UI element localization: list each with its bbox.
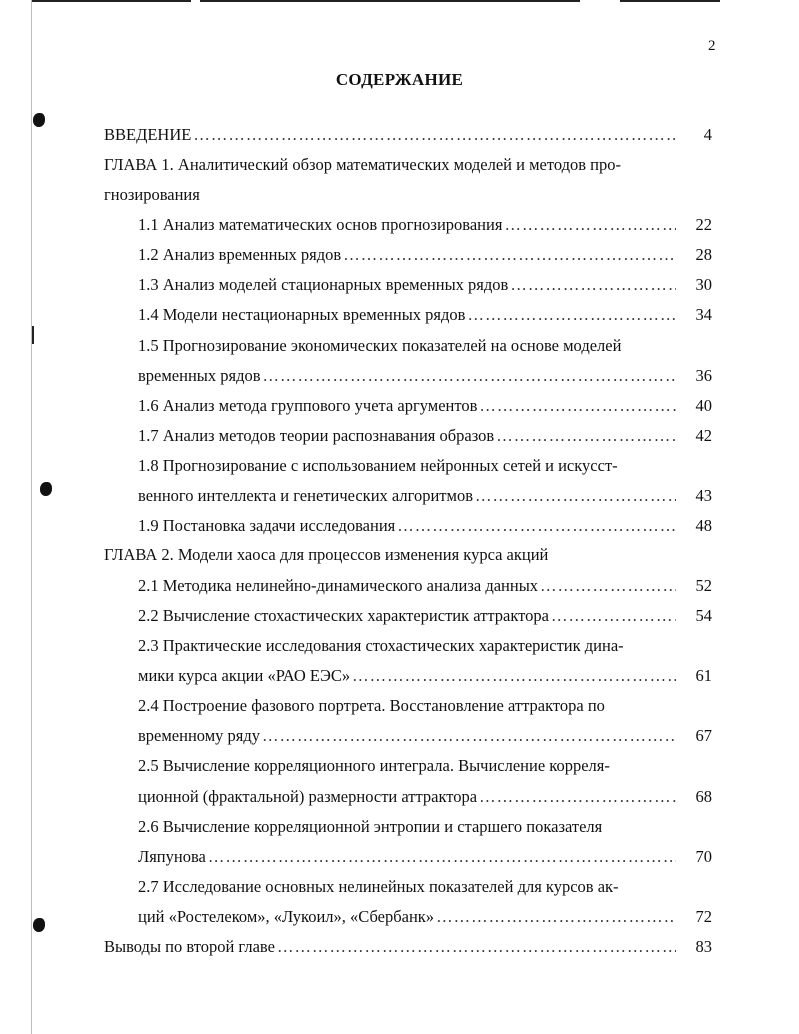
toc-entry-title: мики курса акции «РАО ЕЭС» [138,666,351,685]
toc-page-number: 43 [695,486,712,505]
toc-entry-2-4-line1: 2.4 Построение фазового портрета. Восстановление аттрактора по [138,696,605,715]
leader-dots [343,245,676,265]
toc-entry-title: 2.2 Вычисление стохастических характеристик аттрактора [138,606,549,625]
leader-dots [208,847,676,867]
toc-chapter-2-heading: ГЛАВА 2. Модели хаоса для процессов изменения курса акций [104,545,549,564]
toc-entry-1-6 [138,396,712,416]
toc-entry-1-7 [138,426,712,446]
toc-entry-1-8-line1: 1.8 Прогнозирование с использованием нейронных сетей и искусст- [138,456,618,475]
toc-page-number: 61 [695,666,712,685]
punch-hole-mark [33,918,45,932]
toc-entry-title: 1.3 Анализ моделей стационарных временных рядов [138,275,509,294]
toc-entry-2-4 [138,726,712,746]
leader-dots [479,396,676,416]
toc-entry-2-2 [138,606,712,626]
leader-dots [436,907,676,927]
leader-dots [496,426,676,446]
toc-page-number: 4 [703,125,712,144]
leader-dots [277,937,676,957]
toc-entry-2-5-line1: 2.5 Вычисление корреляционного интеграла. Вычисление корреля- [138,756,610,775]
leader-dots [479,787,676,807]
scan-edge-top [620,0,720,2]
leader-dots [263,366,676,386]
leader-dots [540,576,676,596]
toc-page-number: 28 [695,245,712,264]
toc-entry-title: Выводы по второй главе [104,937,275,956]
punch-hole-mark [40,482,52,496]
toc-entry-title: 1.4 Модели нестационарных временных рядов [138,305,466,324]
toc-chapter-1-heading: ГЛАВА 1. Аналитический обзор математических моделей и методов про- [104,155,622,174]
toc-entry-title: временных рядов [138,366,261,385]
toc-entry-title: ций «Ростелеком», «Лукоил», «Сбербанк» [138,907,435,926]
leader-dots [467,305,676,325]
scan-edge-top [31,0,191,2]
leader-dots [193,125,676,145]
toc-entry-2-6 [138,847,712,867]
toc-entry-2-3-line1: 2.3 Практические исследования стохастических характеристик дина- [138,636,624,655]
toc-entry-2-5 [138,787,712,807]
toc-entry-title: 1.2 Анализ временных рядов [138,245,342,264]
toc-page-number: 52 [695,576,712,595]
toc-entry-2-6-line1: 2.6 Вычисление корреляционной энтропии и старшего показателя [138,817,603,836]
toc-page-number: 67 [695,726,712,745]
leader-dots [262,726,676,746]
toc-entry-2-7-line1: 2.7 Исследование основных нелинейных показателей для курсов ак- [138,877,619,896]
page-title: СОДЕРЖАНИЕ [335,70,464,89]
toc-entry-1-8 [138,486,712,506]
toc-entry-title: 1.7 Анализ методов теории распознавания образов [138,426,495,445]
toc-entry-1-5-line1: 1.5 Прогнозирование экономических показателей на основе моделей [138,336,622,355]
toc-page-number: 83 [695,937,712,956]
toc-entry-title: 2.1 Методика нелинейно-динамического анализа данных [138,576,539,595]
toc-entry-title: 1.6 Анализ метода группового учета аргументов [138,396,478,415]
punch-hole-mark [33,113,45,127]
toc-entry-title: временному ряду [138,726,261,745]
toc-page-number: 48 [695,516,712,535]
toc-entry-title: Ляпунова [138,847,206,866]
toc-page-number: 34 [695,305,712,324]
toc-entry-title: 1.9 Постановка задачи исследования [138,516,396,535]
toc-page-number: 70 [695,847,712,866]
scan-mark [32,326,34,344]
toc-page-number: 42 [695,426,712,445]
toc-entry-1-9 [138,516,712,536]
toc-page-number: 40 [695,396,712,415]
toc-entry-1-4 [138,305,712,325]
toc-entry-1-5 [138,366,712,386]
leader-dots [352,666,676,686]
page-number: 2 [708,38,716,54]
scan-edge-left [31,0,32,1034]
leader-dots [475,486,676,506]
leader-dots [510,275,676,295]
toc-chapter-1-heading-cont: гнозирования [104,185,200,204]
toc-entry-2-3 [138,666,712,686]
toc-page-number: 72 [695,907,712,926]
toc-entry-1-3 [138,275,712,295]
toc-page-number: 54 [695,606,712,625]
toc-entry-introduction [104,125,712,145]
toc-entry-1-1 [138,215,712,235]
toc-entry-title: венного интеллекта и генетических алгоритмов [138,486,473,505]
toc-page-number: 68 [695,787,712,806]
leader-dots [397,516,676,536]
toc-entry-title: ционной (фрактальной) размерности аттрактора [138,787,478,806]
toc-entry-title: ВВЕДЕНИЕ [104,125,192,144]
toc-entry-2-7 [138,907,712,927]
toc-entry-conclusions [104,937,712,957]
toc-page-number: 22 [695,215,712,234]
toc-page-number: 30 [695,275,712,294]
toc-page-number: 36 [695,366,712,385]
leader-dots [504,215,676,235]
scan-edge-top [200,0,580,2]
toc-entry-2-1 [138,576,712,596]
leader-dots [551,606,676,626]
toc-entry-title: 1.1 Анализ математических основ прогнозирования [138,215,503,234]
toc-entry-1-2 [138,245,712,265]
